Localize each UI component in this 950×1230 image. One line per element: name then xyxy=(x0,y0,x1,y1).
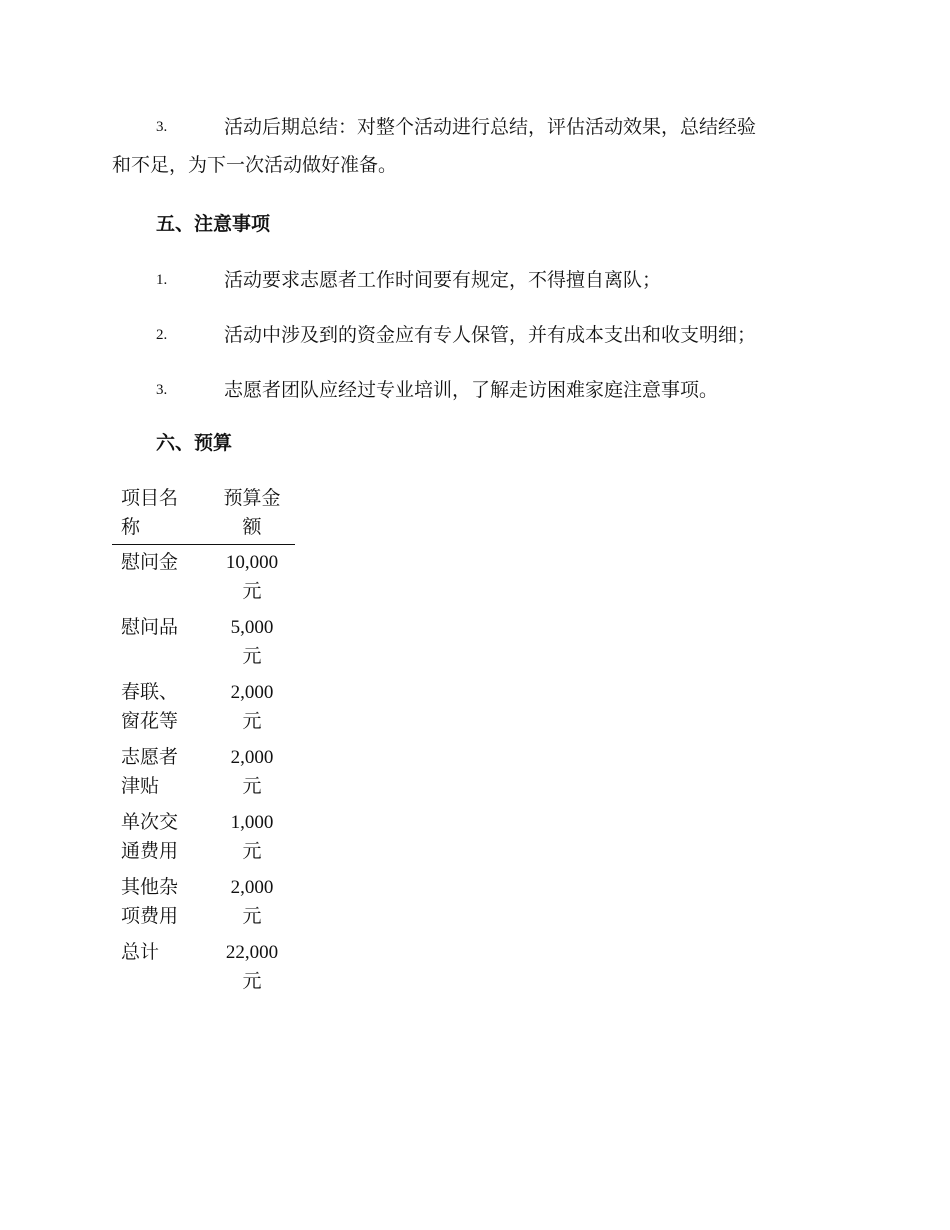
column-header-budget-amount: 预算金额 xyxy=(209,484,295,545)
section-heading-budget: 六、预算 xyxy=(156,432,233,454)
list-item-text-line2: 和不足，为下一次活动做好准备。 xyxy=(112,154,398,176)
list-number: 1. xyxy=(156,272,168,288)
table-header-row xyxy=(112,484,295,545)
cell-amount: 2,000 元 xyxy=(230,682,274,732)
table-row xyxy=(112,610,295,675)
table-row-total xyxy=(112,935,295,1000)
table-row xyxy=(112,545,295,611)
list-item-text: 活动中涉及到的资金应有专人保管，并有成本支出和收支明细； xyxy=(224,324,757,346)
list-item xyxy=(112,261,837,299)
section-heading-notes: 五、注意事项 xyxy=(156,213,271,235)
list-number: 2. xyxy=(156,327,168,343)
cell-item-name: 单次交通费用 xyxy=(121,811,179,862)
table-row xyxy=(112,870,295,935)
list-item-text: 志愿者团队应经过专业培训，了解走访困难家庭注意事项。 xyxy=(224,379,719,401)
list-item xyxy=(112,371,837,409)
list-item xyxy=(112,108,837,184)
cell-amount: 22,000 元 xyxy=(225,942,279,992)
cell-item-name: 总计 xyxy=(121,941,160,963)
cell-item-name: 志愿者津贴 xyxy=(121,746,179,797)
list-number: 3. xyxy=(156,119,168,135)
cell-item-name: 其他杂项费用 xyxy=(121,876,179,927)
list-item xyxy=(112,316,837,354)
cell-amount: 5,000 元 xyxy=(230,617,274,667)
table-row xyxy=(112,675,295,740)
cell-amount: 2,000 元 xyxy=(230,877,274,927)
list-number: 3. xyxy=(156,382,168,398)
cell-item-name: 慰问品 xyxy=(121,616,179,638)
cell-amount: 10,000 元 xyxy=(225,552,279,602)
cell-item-name: 春联、窗花等 xyxy=(121,681,179,732)
list-item-text: 活动要求志愿者工作时间要有规定，不得擅自离队； xyxy=(224,269,662,291)
list-item-text-line1: 活动后期总结：对整个活动进行总结，评估活动效果，总结经验 xyxy=(224,116,757,138)
column-header-item-name: 项目名称 xyxy=(112,484,209,545)
cell-amount: 2,000 元 xyxy=(230,747,274,797)
table-row xyxy=(112,805,295,870)
cell-amount: 1,000 元 xyxy=(230,812,274,862)
cell-item-name: 慰问金 xyxy=(121,551,179,573)
budget-table xyxy=(112,484,295,1000)
table-row xyxy=(112,740,295,805)
